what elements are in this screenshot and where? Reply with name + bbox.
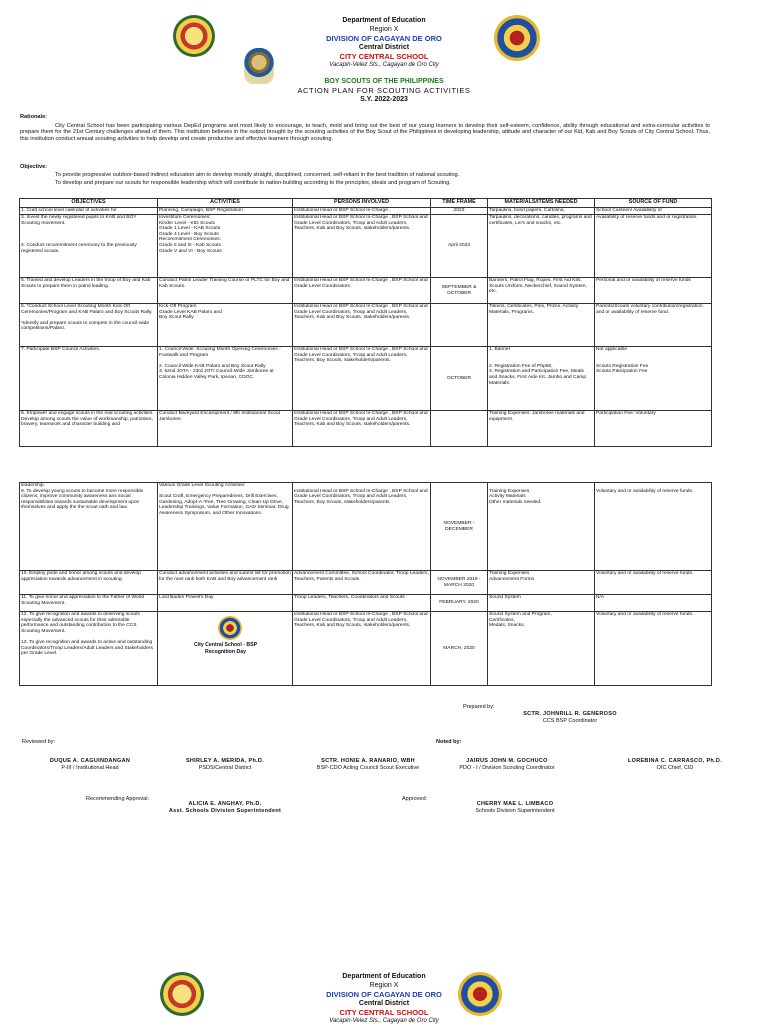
cell-activity: Kick-Off Program Grade Level KAB Palaro and Boy Scout Rally. (158, 304, 293, 347)
cell-objective: 12. To give recognition and awards to deserving scouts especially the advanced scouts for their admirable performance and outstanding contribution to the CCS Scouting Movement. 13. To give recognition and awards to active and outstanding Coordinators/Troop Leaders/Adult Leaders and Stakeholders per Grade Level. (20, 612, 158, 686)
cell-time (431, 304, 488, 347)
cell-persons: Advancement Committee, School Coordinator, Troop Leaders, Teachers, Parents and Scouts. (293, 571, 431, 595)
table-row (20, 612, 712, 686)
plan-heading (0, 77, 768, 104)
cell-materials: Banners, Patrol Flag, Ropes, First Aid Kits, Scouts Uniform, Neckerchief, Sound System, etc. (488, 278, 595, 304)
cell-persons: Institutional Head or BSP School In-Charge , BSP School and Grade Level Coordinators, Troop and Adult Leaders, Teachers, Kab and Boy Scouts, stakeholders/parents. (293, 612, 431, 686)
cell-objective: 1. Craft school level calendar of activities for (20, 208, 158, 215)
action-plan-table (19, 198, 712, 447)
cell-time: SEPTEMBER & OCTOBER (431, 278, 488, 304)
cell-fund: Voluntary and or availability of reserve funds. (595, 571, 712, 595)
approved-role: Schools Division Superintendent (475, 808, 555, 814)
cell-activity: Conduct Backyard Encampment / 8th Institutional Scout Jamboree. (158, 411, 293, 447)
cell-activity: Planning, Campaign, BSP Registration (158, 208, 293, 215)
cell-fund: Voluntary and or availability of reserve funds. (595, 612, 712, 686)
cell-fund: Availability of reserve funds and or registration. (595, 215, 712, 278)
cell-activity: Conduct Patrol Leader Training Course or PLTC for Boy and Kab Scouts. (158, 278, 293, 304)
cell-time: NOVEMBER 2019 - MARCH 2020 (431, 571, 488, 595)
noted-3-role: OIC Chief, CID (656, 765, 694, 771)
table-row (20, 347, 712, 411)
cell-fund: Participation Fee: Voluntary (595, 411, 712, 447)
prepared-by-block (470, 711, 670, 725)
school-year: S.Y. 2022-2023 (360, 96, 408, 103)
cell-materials: Training Expenses Advancement Forms (488, 571, 595, 595)
reviewer-1-name: DUQUE A. CAGUINDANGAN (49, 758, 131, 764)
cell-time: FEBRUARY, 2020 (431, 595, 488, 612)
recommending-name: ALICIA E. ANGHAY, Ph.D. (188, 801, 262, 807)
noted-3 (600, 758, 750, 772)
col-objectives: OBJECTIVES (20, 199, 158, 208)
reviewer-2-role: PSDS/Central District (198, 765, 252, 771)
cell-fund: N/A (595, 595, 712, 612)
noted-1-name: SCTR. HONIE A. RANARIO, WBH (321, 758, 415, 764)
table-row (20, 208, 712, 215)
cell-materials: Tarpaulins, decorations, candles, programs and certificates, Lei's and snacks, etc. (488, 215, 595, 278)
region-name-page2: Region X (369, 982, 399, 989)
cell-time: OCTOBER (431, 347, 488, 411)
noted-3-name: LOREBINA C. CARRASCO, Ph.D. (627, 758, 723, 764)
noted-1 (298, 758, 438, 772)
recognition-day-seal-logo (218, 616, 242, 640)
table-row (20, 215, 712, 278)
cell-activity: 1. Council-Wide: Scouting Month Opening Ceremonies - Footwalk and Program 2. Council-Wide KAB Palaro and Boy Scout Rally 3. 62nd JOTA - 23rd JOTI Council-Wide Jamboree at Colonia Hidden Valley Park, Ipenan, CDOC. (158, 347, 293, 411)
division-name-page2: DIVISION OF CAGAYAN DE ORO (326, 990, 442, 999)
reviewer-1-role: P-III / Institutional Head (61, 765, 119, 771)
school-name-page2: CITY CENTRAL SCHOOL (339, 1008, 429, 1017)
col-persons-involved: PERSONS INVOLVED (293, 199, 431, 208)
col-source-of-fund: SOURCE OF FUND (595, 199, 712, 208)
cell-persons: Institutional Head or BSP School In-Charge , BSP School and Grade Level Coordinators, Troop and Adult Leaders, Teachers, Boy Scouts, stakeholders/parents. (293, 347, 431, 411)
cell-persons: Institutional Head or BSP School In-Charge , BSP School and Grade Level Coordinators, Troop and Adult Leaders, Teachers, Boy Scouts, stakeholders/parents. (293, 483, 431, 571)
region-name: Region X (369, 26, 399, 33)
cell-objective: 5. Trained and develop Leaders in the troop of Boy and Kab Scouts to prepare them in patrol leading. (20, 278, 158, 304)
reviewer-2-name: SHIRLEY A. MERIDA, Ph.D. (185, 758, 265, 764)
reviewed-by-label: Reviewed by: (22, 739, 56, 745)
table-row (20, 411, 712, 447)
cell-objective: 11. To give honor and appreciation to the Father of World Scouting Movement. (20, 595, 158, 612)
cell-materials: Sound System (488, 595, 595, 612)
recommending-approval-block (155, 801, 295, 815)
noted-2 (437, 758, 577, 772)
cell-persons: Institutional Head or BSP School In-Charge , BSP School and Grade Level Coordinators (293, 278, 431, 304)
cell-fund: Voluntary and or availability of reserve funds. (595, 483, 712, 571)
recommending-role: Asst. Schools Division Superintendent (168, 808, 282, 814)
dept-name-page2: Department of Education (342, 973, 426, 980)
col-time-frame: TIME FRAME (431, 199, 488, 208)
table-row (20, 278, 712, 304)
col-activities: ACTIVITIES (158, 199, 293, 208)
cell-time: April 2023 (431, 215, 488, 278)
cell-activity: Conduct advancement activities and submit list for promotion for the next rank both KAB and Boy advancement rank (158, 571, 293, 595)
dept-name: Department of Education (342, 17, 426, 24)
table-row (20, 595, 712, 612)
school-address-page2: Vacapin-Velez Sts., Cagayan de Oro City (329, 1018, 439, 1024)
recommending-approval-label: Recommending Approval: (86, 796, 149, 802)
cell-persons: Institutional Head or BSP School In-Charge , BSP School and Grade Level Coordinators, Troop and Adult Leaders, Teachers, Kab and Boy Scouts, stakeholders/parents. (293, 304, 431, 347)
reviewer-2 (155, 758, 295, 772)
table-row (20, 571, 712, 595)
cell-materials: Training Expenses: Jamboree materials and equipment. (488, 411, 595, 447)
cell-activity-recognition (158, 612, 293, 686)
prepared-by-role: CCS BSP Coordinator (542, 718, 598, 724)
school-address: Vacapin-Velez Sts., Cagayan de Oro City (329, 62, 439, 68)
cell-activity: Investiture Ceremonies: Kinder Level - KID Scouts Grade 1 Level - KAB Scouts Grade 4 Level - Boy Scouts Recommitment Ceremonies: Grade II and III - Kab Scouts Grade V and VI - Boy Scouts (158, 215, 293, 278)
cell-activity: Lord Baden Powell's Day (158, 595, 293, 612)
rationale-text: City Central School has been participating various DepEd programs and most likely to encourage, to teach, mold and bring out the best of our young learners to develop their self-esteem, confidence, ability through educational and extra-curricular activities to prepare them for the 21st Century challenges ahead of them. This institution believes in the output brought by the scouting activities of the Boy Scout of the Philippines in developing leadership, attitude and character of our Kid, Kab and Boy Scouts of City Central School. Thus, this institution conduct annual scouting activities to help develop and create productive and effective learners through scouting. (20, 123, 710, 142)
cell-objective: 6. *Conduct School Level Scouting Month Kick-Off Ceremonies/Program and KAB Palaro and Boy Scouts Rally. *Identify and prepare scouts to compete in the council-wide competitions/Palaro. (20, 304, 158, 347)
cell-fund: School Canteen/ Availability of (595, 208, 712, 215)
cell-objective: leadership. 9. To develop young scouts to become more responsible citizens, improve community awareness ans social responsibilities towards sustainable development upon themselves and apply the the scout oath and law. (20, 483, 158, 571)
cell-materials: 1. Banner 2. Registration Fee of Php50, 3. Registration and Participation Fee, Meals and Snacks, First Aide Kit, Jambo and Camp Materials. (488, 347, 595, 411)
prepared-by-label: Prepared by: (463, 704, 495, 710)
noted-1-role: BSP-CDO Acting Council Scout Executive (316, 765, 420, 771)
cell-objective: 8. Empower and engage scouts in the real scouting activities. Develop among scouts the value of workmanship, patriotism, bravery, teamwork and character building and (20, 411, 158, 447)
cell-materials: Sound System and Program, Certificates, Medals, Snacks, (488, 612, 595, 686)
objective-line-2: To develop and prepare our scouts for responsible leadership which will contribute to nation-building according to the principles, ideals and program of Scouting. (55, 180, 451, 186)
table-row (20, 483, 712, 571)
cell-materials: Tarpaulins, bond papers, Cartolina, (488, 208, 595, 215)
prepared-by-name: SCTR. JOHNRILL R. GENEROSO (523, 711, 617, 717)
cell-objective: 7. Participate BSP Council Activities. (20, 347, 158, 411)
table-header-row (20, 199, 712, 208)
cell-objective: 3. Invest the newly registered pupils to KAB and BOY Scouting movement. 4. Conduct recommitment ceremony to the previously registered scouts. (20, 215, 158, 278)
cell-fund: Parents/Scouts voluntary contribution/registration and or availability of reserve fund. (595, 304, 712, 347)
cell-time: 2023 (431, 208, 488, 215)
bsp-name: BOY SCOUTS OF THE PHILIPPINES (324, 78, 444, 85)
approved-label: Approved: (402, 796, 428, 802)
cell-persons: Institutional Head or BSP School In-Charge , (293, 208, 431, 215)
cell-persons: Institutional Head or BSP School In-Charge , BSP School and Grade Level Coordinators, Troop and Adult Leaders, Teachers, Kab and Boy Scouts, stakeholders/parents. (293, 411, 431, 447)
cell-time (431, 411, 488, 447)
cell-activity: Various Grade Level Scouting Activities: Scout Craft, Emergency Preparedness, Drill Exercises, Gardening, Adopt-A-Tree, Tree Growing, Clean-Up Drive, Leadership Trainings, Value Formation, GAD Seminar, Drug Awareness Symposium, and Other Innovations. (158, 483, 293, 571)
cell-persons: Institutional Head or BSP School In-Charge , BSP School and Grade Level Coordinators, Troop and Adult Leaders, Teachers, Kab and Boy Scouts, stakeholders/parents. (293, 215, 431, 278)
action-plan-table-continued (19, 482, 712, 686)
district-name-page2: Central District (358, 1000, 410, 1007)
objective-label: Objective: (20, 164, 48, 170)
district-name: Central District (358, 44, 410, 51)
cell-fund: Not applicable Scouts Registration Fee Scouts Paticipation Fee (595, 347, 712, 411)
division-name: DIVISION OF CAGAYAN DE ORO (326, 34, 442, 43)
cell-time: NOVEMBER - DECEMBER (431, 483, 488, 571)
cell-time: MARCH, 2020 (431, 612, 488, 686)
noted-2-name: JAIRUS JOHN M. GOCHUCO (466, 758, 548, 764)
recognition-day-label: City Central School - BSP Recognition Day (193, 642, 258, 655)
cell-persons: Troop Leaders, Teachers, Coordinators and Scouts (293, 595, 431, 612)
school-name: CITY CENTRAL SCHOOL (339, 52, 429, 61)
noted-by-label: Noted by: (436, 739, 462, 745)
header-page2 (0, 972, 768, 1026)
cell-fund: Personal and or availability of reserve funds (595, 278, 712, 304)
reviewer-1 (20, 758, 160, 772)
rationale-label: Rationale: (20, 114, 48, 120)
header (0, 16, 768, 70)
approved-block (445, 801, 585, 815)
objective-line-1: To provide progressive outdoor-based indirect education aim to develop morally straight, disciplined, concerned, self-reliant in the best tradition of national scouting. (55, 172, 460, 178)
plan-title: ACTION PLAN FOR SCOUTING ACTIVITIES (297, 86, 471, 95)
cell-materials: Training Expenses Activity Materials Other materials needed. (488, 483, 595, 571)
table-row (20, 304, 712, 347)
cell-materials: Tokens, Certificates, Pins, Prizes, Activity Materials, Programs. (488, 304, 595, 347)
col-materials: MATERIALS/ITEMS NEEDED (488, 199, 595, 208)
cell-objective: 10. Employ pride and honor among scouts and develop appreciation towards advancement in scouting. (20, 571, 158, 595)
noted-2-role: PDO - I / Division Scouting Coordinator (459, 765, 555, 771)
approved-name: CHERRY MAE L. LIMBACO (476, 801, 554, 807)
